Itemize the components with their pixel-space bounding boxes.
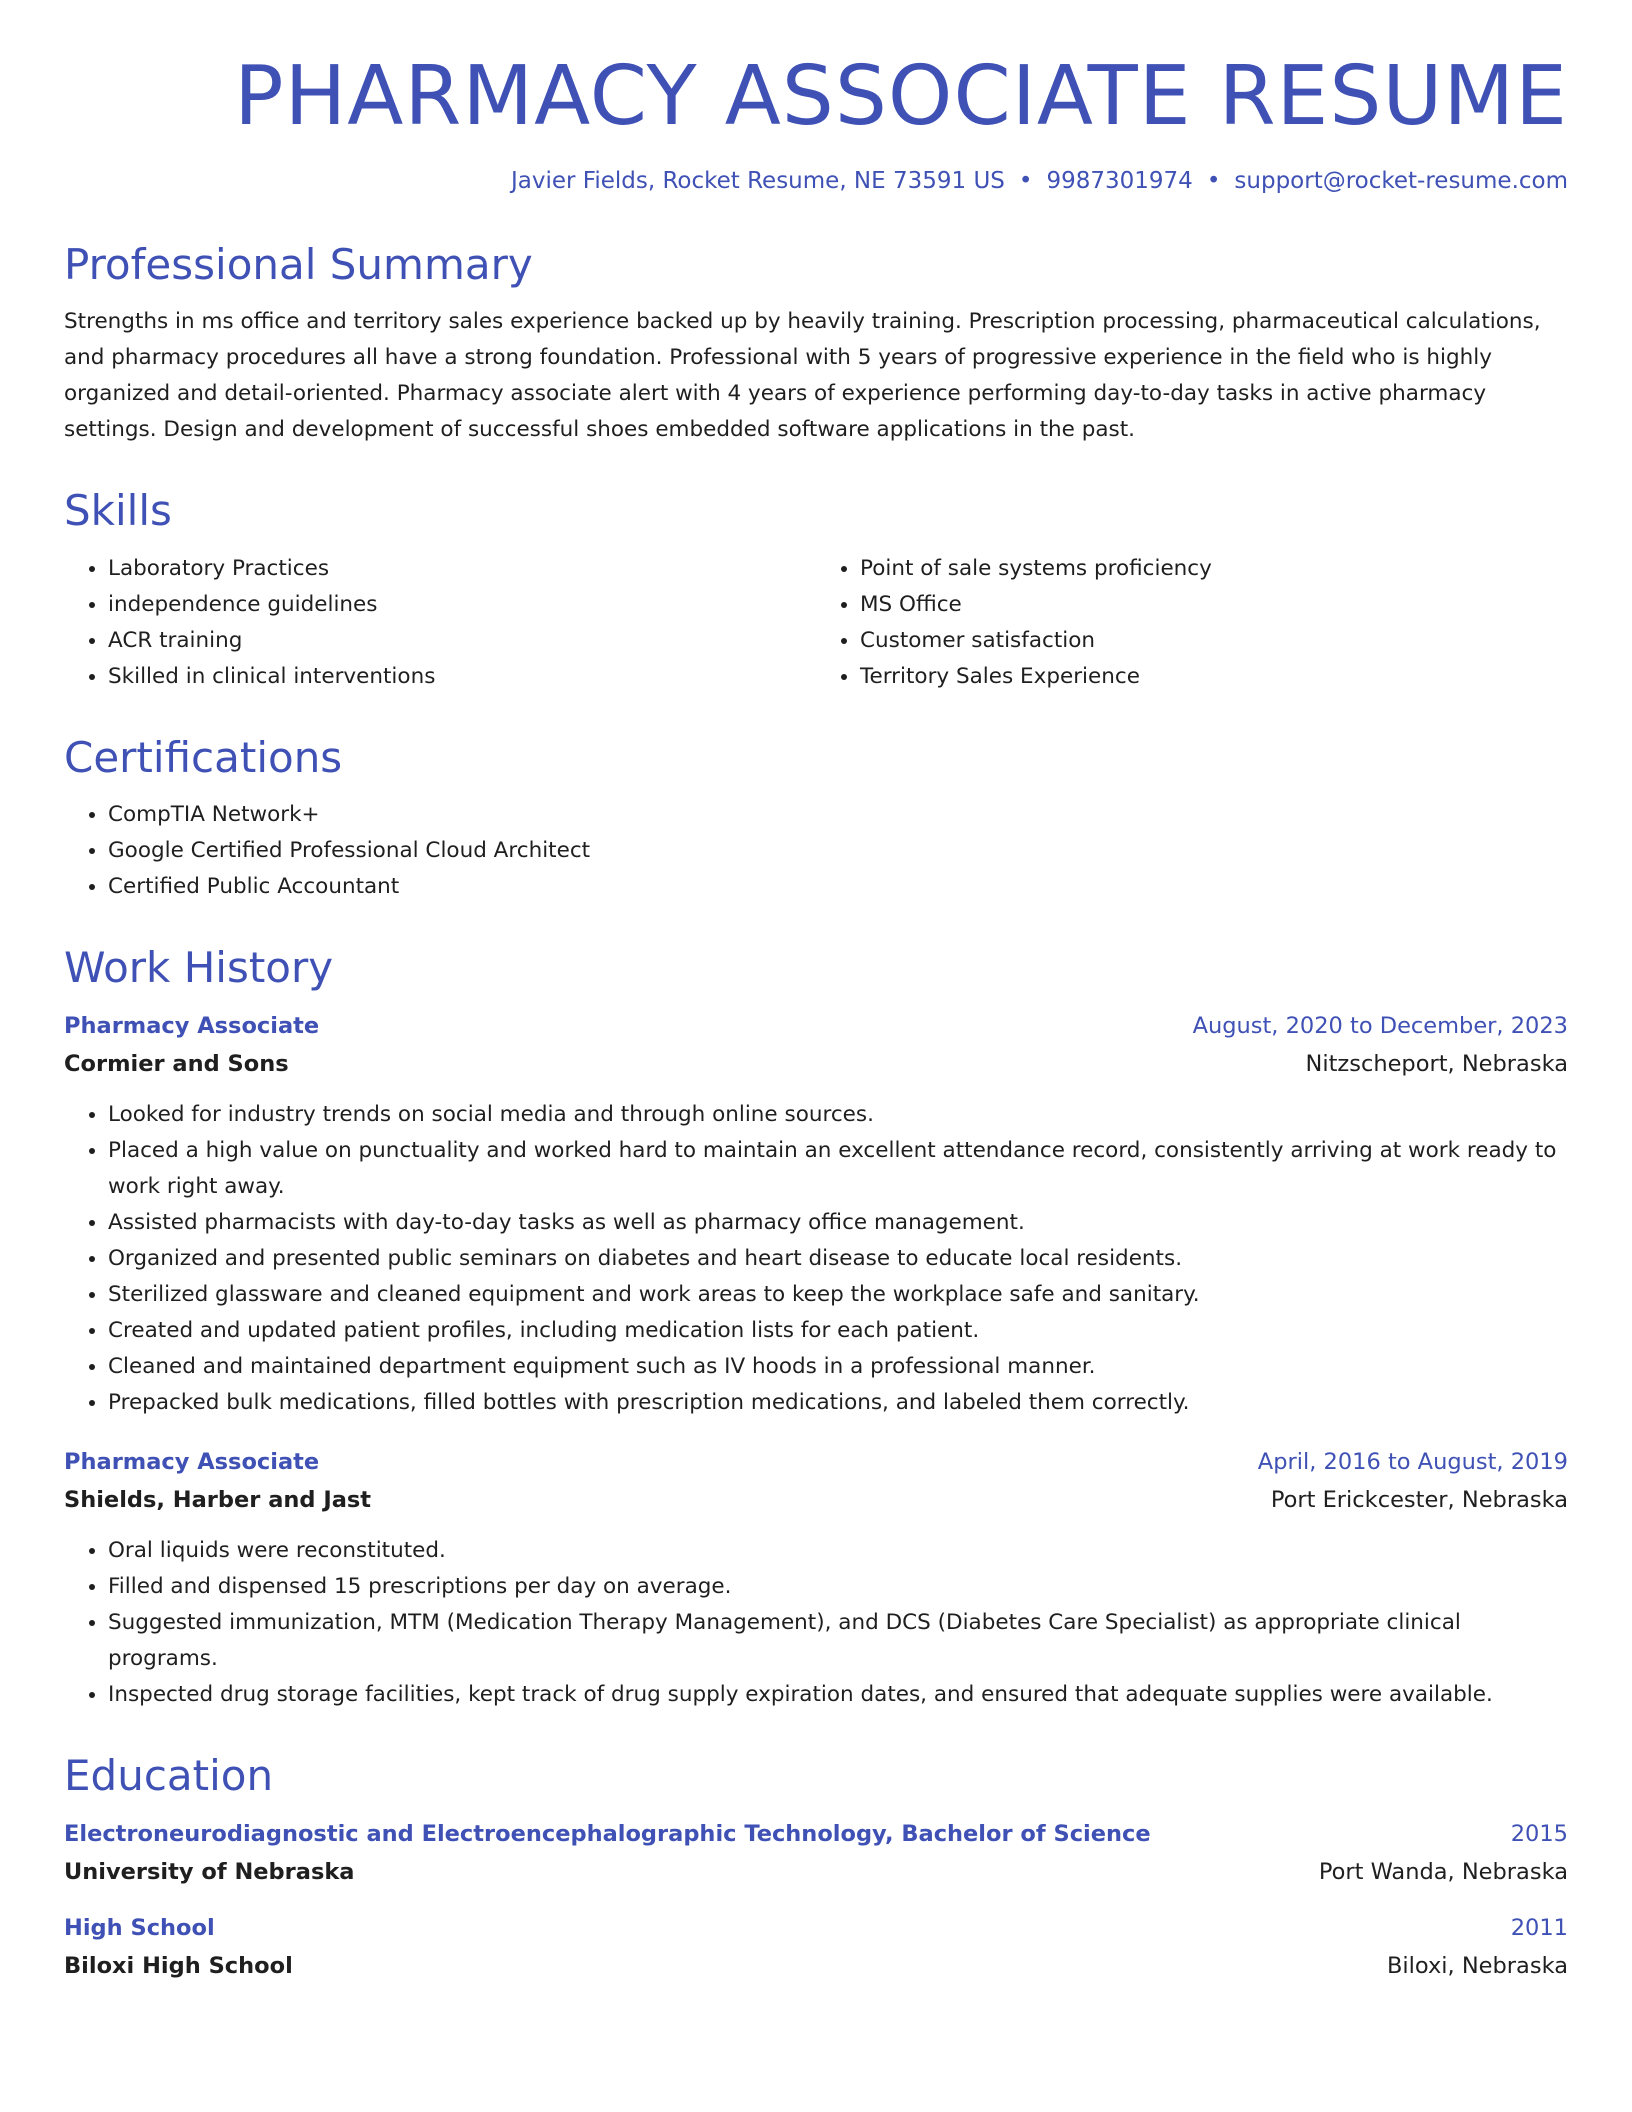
- contact-separator: •: [1018, 168, 1033, 195]
- job-location: Nitzscheport, Nebraska: [1305, 1051, 1568, 1078]
- job-bullet: • Assisted pharmacists with day-to-day tasks as well as pharmacy office management.: [108, 1205, 1568, 1241]
- summary-text: Strengths in ms office and territory sales experience backed up by heavily training. Prescription processing, pharmaceutical calculations, and pharmacy procedures all have a strong foundation. Professional with 5 years of progressive experience in the field who is highly organized and detail-oriented. Pharmacy associate alert with 4 years of experience performing day-to-day tasks in active pharmacy settings. Design and development of successful shoes embedded software applications in the past.: [64, 309, 1541, 443]
- job-bullets: [64, 1533, 1568, 1713]
- education-entry: [64, 1909, 1568, 1985]
- work-history-heading: Work History: [64, 942, 334, 992]
- skill-item: • MS Office: [860, 587, 1568, 623]
- job-bullet: • Created and updated patient profiles, including medication lists for each patient.: [108, 1313, 1568, 1349]
- certification-item: • Google Certified Professional Cloud Architect: [108, 833, 1568, 869]
- education-year: 2011: [1510, 1915, 1568, 1942]
- certifications-list: [64, 797, 1568, 905]
- contact-phone: 9987301974: [1046, 168, 1193, 195]
- job-title: Pharmacy Associate: [64, 1449, 320, 1476]
- education-location: Port Wanda, Nebraska: [1318, 1859, 1568, 1886]
- job-bullet: • Looked for industry trends on social media and through online sources.: [108, 1097, 1568, 1133]
- summary-heading: Professional Summary: [64, 240, 533, 290]
- job-dates: August, 2020 to December, 2023: [1192, 1013, 1568, 1040]
- education-school: University of Nebraska: [64, 1859, 355, 1886]
- job-bullet: • Oral liquids were reconstituted.: [108, 1533, 1568, 1569]
- skills-heading: Skills: [64, 486, 172, 536]
- job-location: Port Erickcester, Nebraska: [1270, 1487, 1568, 1514]
- job-entry: [64, 1443, 1568, 1713]
- job-title: Pharmacy Associate: [64, 1013, 320, 1040]
- skills-column-right: [816, 551, 1568, 695]
- contact-address: Javier Fields, Rocket Resume, NE 73591 US: [510, 168, 1005, 195]
- job-dates: April, 2016 to August, 2019: [1257, 1449, 1568, 1476]
- skill-item: • independence guidelines: [108, 587, 816, 623]
- skills-list: [64, 551, 1568, 695]
- certification-item: • CompTIA Network+: [108, 797, 1568, 833]
- skills-column-left: [64, 551, 816, 695]
- job-bullet: • Suggested immunization, MTM (Medication Therapy Management), and DCS (Diabetes Care Specialist) as appropriate clinical programs.: [108, 1605, 1568, 1677]
- skill-item: • Point of sale systems proficiency: [860, 551, 1568, 587]
- job-bullet: • Cleaned and maintained department equipment such as IV hoods in a professional manner.: [108, 1349, 1568, 1385]
- skill-item: • Customer satisfaction: [860, 623, 1568, 659]
- job-bullet: • Filled and dispensed 15 prescriptions per day on average.: [108, 1569, 1568, 1605]
- job-entry: [64, 1007, 1568, 1421]
- education-year: 2015: [1510, 1821, 1568, 1848]
- contact-email: support@rocket-resume.com: [1234, 168, 1568, 195]
- education-school: Biloxi High School: [64, 1953, 293, 1980]
- job-bullets: [64, 1097, 1568, 1421]
- job-company: Cormier and Sons: [64, 1051, 289, 1078]
- skill-item: • Laboratory Practices: [108, 551, 816, 587]
- job-company: Shields, Harber and Jast: [64, 1487, 372, 1514]
- resume-title: PHARMACY ASSOCIATE RESUME: [234, 49, 1568, 144]
- skill-item: • ACR training: [108, 623, 816, 659]
- contact-line: [64, 168, 1568, 194]
- job-bullet: • Inspected drug storage facilities, kept track of drug supply expiration dates, and ensured that adequate supplies were available.: [108, 1677, 1568, 1713]
- education-location: Biloxi, Nebraska: [1386, 1953, 1568, 1980]
- certifications-heading: Certifications: [64, 732, 343, 782]
- certification-item: • Certified Public Accountant: [108, 869, 1568, 905]
- job-bullet: • Sterilized glassware and cleaned equipment and work areas to keep the workplace safe and sanitary.: [108, 1277, 1568, 1313]
- education-degree: Electroneurodiagnostic and Electroencephalographic Technology, Bachelor of Science: [64, 1821, 1151, 1848]
- education-degree: High School: [64, 1915, 215, 1942]
- contact-separator: •: [1206, 168, 1221, 195]
- job-bullet: • Prepacked bulk medications, filled bottles with prescription medications, and labeled them correctly.: [108, 1385, 1568, 1421]
- job-bullet: • Organized and presented public seminars on diabetes and heart disease to educate local residents.: [108, 1241, 1568, 1277]
- education-heading: Education: [64, 1751, 274, 1801]
- education-entry: [64, 1815, 1568, 1891]
- skill-item: • Skilled in clinical interventions: [108, 659, 816, 695]
- skill-item: • Territory Sales Experience: [860, 659, 1568, 695]
- job-bullet: • Placed a high value on punctuality and worked hard to maintain an excellent attendance record, consistently arriving at work ready to work right away.: [108, 1133, 1568, 1205]
